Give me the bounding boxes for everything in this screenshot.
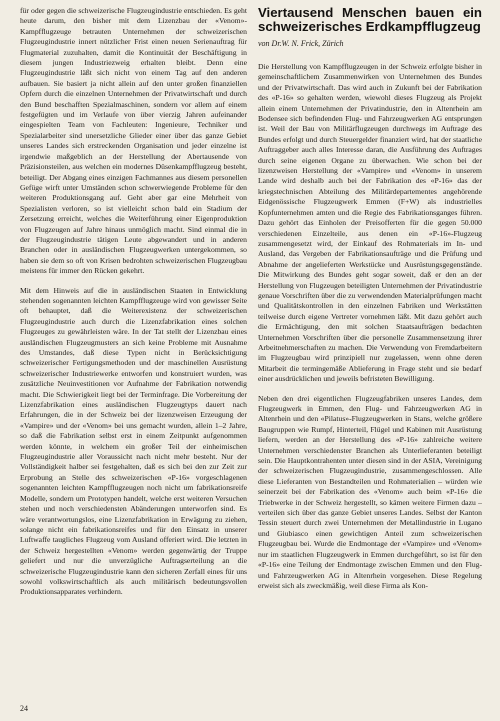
left-paragraph-2: Mit dem Hinweis auf die in ausländischen Staaten in Entwicklung stehenden sogenannten leichten Kampfflugzeuge wird von gewisser Seite oft behauptet, daß die Weiterexistenz der schweizerischen Flugzeugindustrie auch durch die Lizenzfabrikation eines solchen Flugzeuges zu gewährleisten wäre. In der Tat stellt der Lizenzbau eines ausländischen Flugzeugmusters an sich keine Probleme mit Ausnahme des Umstandes, daß diese Typen nicht in Berücksichtigung schweizerischer Fertigungsmethoden und der maschinellen Ausrüstung schweizerischer Industriewerke entworfen und konstruiert wurden, was zusätzliche Neuinvestitionen vor Aufnahme der Fabrikation notwendig macht. Die Schwierigkeit liegt bei der Terminfrage. Die Vorbereitung der Lizenzfabrikation eines ausländischen Flugzeugtyps dauert nach Erfahrungen, die in der Schweiz bei der lizenzweisen Erzeugung der «Vampire» und der «Venom» bei uns gemacht wurden, allein 1–2 Jahre, so daß die Fabrikation selbst erst in einem Zeitpunkt aufgenommen werden könnte, in welchem ein großer Teil der einheimischen Flugzeugindustrie aller Voraussicht nach nicht mehr besteht. Nur der Vollständigkeit halber sei festgehalten, daß es sich bei den zur Zeit zur Erprobung an Stelle des schweizerischen «P-16» vorgeschlagenen sogenannten leichten Kampfflugzeugen noch nicht um fabrikationsreife Modelle, sondern um Prototypen handelt, welche erst weiteren Versuchen stehen und noch verschiedensten Abänderungen unterworfen sind. Es wäre verantwortungslos, eine Lizenzfabrikation in Erwägung zu ziehen, solange nicht ein fabrikationsreifes und für den Einsatz in unserer Luftwaffe taugliches Flugzeug vom Ausland offeriert wird. Die letzten in der Schweiz hergestellten «Venom» werden gegenwärtig der Truppe geliefert und nur die unverzügliche Auftragserteilung an die schweizerische Flugzeugindustrie kann den sicheren Zerfall eines für uns sowohl volkswirtschaftlich als auch militärisch bedeutungsvollen Produktionsapparates verhindern. (20, 285, 247, 597)
right-paragraph-1: Die Herstellung von Kampfflugzeugen in der Schweiz erfolgte bisher in gemeinschaftlichem Zusammenwirken von Unternehmen des Bundes und der Privatwirtschaft. Das wird auch in Zukunft bei der Fabrikation des «P-16» so gehalten werden, wiewohl dieses Flugzeug als Projekt allein einem Unternehmen der Privatindustrie, den in Altenrhein am Bodensee sich befindenden Flug- und Fahrzeugwerken AG entsprungen ist. Weil der Bau von Militärflugzeugen durchwegs im Auftrage des Bundes erfolgt und durch Steuergelder finanziert wird, hat der staatliche Auftraggeber auch alles Interesse daran, die Ausführung des Auftrages durch seine eigenen Organe zu überwachen. Wie schon bei der lizenzweisen Herstellung der «Vampire» und «Venom» in unserem Lande wird deshalb auch bei der Fabrikation des «P-16» das der kriegstechnischen Abteilung des Militärdepartementes angehörende Eidgenössische Flugzeugwerk Emmen (F+W) als industrielles Kopfunternehmen amten und die Regie des Fabrikationsganges führen. Dazu gehört das Einholen der Preisofferten für die gegen 50.000 verschiedenen Einzelteile, aus denen ein «P-16»-Flugzeug zusammengesetzt wird, der Einkauf des Rohmaterials im In- und Ausland, das Vergeben der Fabrikationsaufträge und die Prüfung und Abnahme der angelieferten Werkstücke und Ausrüstungsgegenstände. Die Mitwirkung des Bundes geht sogar soweit, daß er den an der Herstellung von Flugzeugen beteiligten Unternehmen der Privatindustrie genaue Vorschriften über die zu verwendenden Materialprüfungen macht und Qualitätskontrollen in den einzelnen Fabriken und Werkstätten teilweise durch eigene Vertreter vornehmen läßt. Mit dazu gehört auch die Ermächtigung, den mit solchen Staatsaufträgen bedachten Unternehmen Vorschriften über die personelle Zusammensetzung ihrer Arbeitnehmerschaften zu machen. Die Verwendung von Fremdarbeitern im Flugzeugbau wird prinzipiell nur zugelassen, wenn ohne deren Mitarbeit die termingemäße Ablieferung in Frage steht und sie bedarf einer ausdrücklichen und jeweils befristeten Bewilligung. (258, 62, 482, 384)
article-author: von Dr.W. N. Frick, Zürich (258, 39, 344, 48)
left-column (20, 6, 247, 598)
page-number: 24 (20, 704, 28, 713)
right-column (258, 6, 482, 591)
right-paragraph-2: Neben den drei eigentlichen Flugzeugfabriken unseres Landes, dem Flugzeugwerk in Emmen, den Flug- und Fahrzeugwerken AG in Altenrhein und den «Pilatus»-Flugzeugwerken in Stans, welche größere Baugruppen wie Rumpf, Hinterteil, Flügel und Kabinen mit Ausrüstung liefern, werden an der Herstellung des «P-16» zahlreiche weitere Unternehmen verschiedenster Branchen als Unterlieferanten beteiligt sein. Die Hauptkontrahenten unter diesen sind in der ASIA, Vereinigung der schweizerischen Flugzeugindustrie, zusammengeschlossen. Alle diese Lieferanten von Bestandteilen und Rohmaterialien – würden wie seinerzeit bei der Fabrikation des «Venom» auch beim «P-16» die Triebwerke in der Schweiz hergestellt, so kämen weitere Firmen dazu – verteilen sich über das ganze Gebiet unseres Landes. Selbst der Kanton Tessin steuert durch zwei Unternehmen der Metallindustrie in Lugano und Giubiasco einen gewichtigen Anteil zum schweizerischen Flugzeugbau bei. Wurde die Endmontage der «Vampire» und «Venom» nur im staatlichen Flugzeugwerk in Emmen durchgeführt, so ist für den «P-16» eine Teilung der Endmontage zwischen Emmen und den Flug- und Fahrzeugwerken AG in Altenrhein vorgesehen. Diese Regelung erweist sich als zweckmäßig, weil diese Firma als Kon- (258, 393, 482, 590)
article-title: Viertausend Menschen bauen ein schweizerisches Erdkampfflugzeug (258, 5, 482, 34)
left-paragraph-1: für oder gegen die schweizerische Flugzeugindustrie entschieden. Es geht heute darum, den bisher mit dem Lizenzbau der «Venom»-Kampfflugzeuge betrauten Unternehmen der schweizerischen Flugzeugindustrie innert nützlicher Frist einen neuen Serienauftrag für Flugmaterial zuzuhalten, damit die Kontinuität der Beschäftigung in diesem jungen Industriezweig erhalten bleibt. Denn eine Flugzeugindustrie läßt sich nicht von einem Tag auf den anderen aufbauen. Sie basiert ja nicht allein auf den unter großen finanziellen Opfern durch die einzelnen Unternehmen der Privatwirtschaft und durch den Bund beschafften Spezialmaschinen, sondern vor allem auf einem festgefügten und im Verlaufe von über vierzig Jahren aufeinander eingespielten Team von Fachleuten: Ingenieure, Techniker und Spezialarbeiter sind unersetzliche Glieder einer über das ganze Gebiet unseres Landes sich erstreckenden Organisation und jeder einzelne ist irgendwie maßgeblich an der Herstellung der Abertausende von Präzisionsteilen, aus welchen ein modernes Düsenkampfflugzeug besteht, beteiligt. Der Abgang eines einzigen Fachmannes aus diesem personellen Gefüge wirft unter Umständen schon schwerwiegende Probleme für den weiteren Produktionsgang auf. Geht aber gar eine Mehrheit von Spezialisten verloren, so ist vielleicht schon bald ein Stadium der Zersetzung erreicht, welches die Weiterführung einer Eigenproduktion von Flugzeugen auf Jahre hinaus unmöglich macht. Sind einmal die in der Flugzeugindustrie tätigen Leute abgewandert und in anderen Branchen oder in ausländischen Flugzeugwerken untergekommen, so haben sie dem so oft von Krisen bedrohten schweizerischen Flugzeugbau meistens für immer den Rücken gekehrt. (20, 6, 247, 276)
